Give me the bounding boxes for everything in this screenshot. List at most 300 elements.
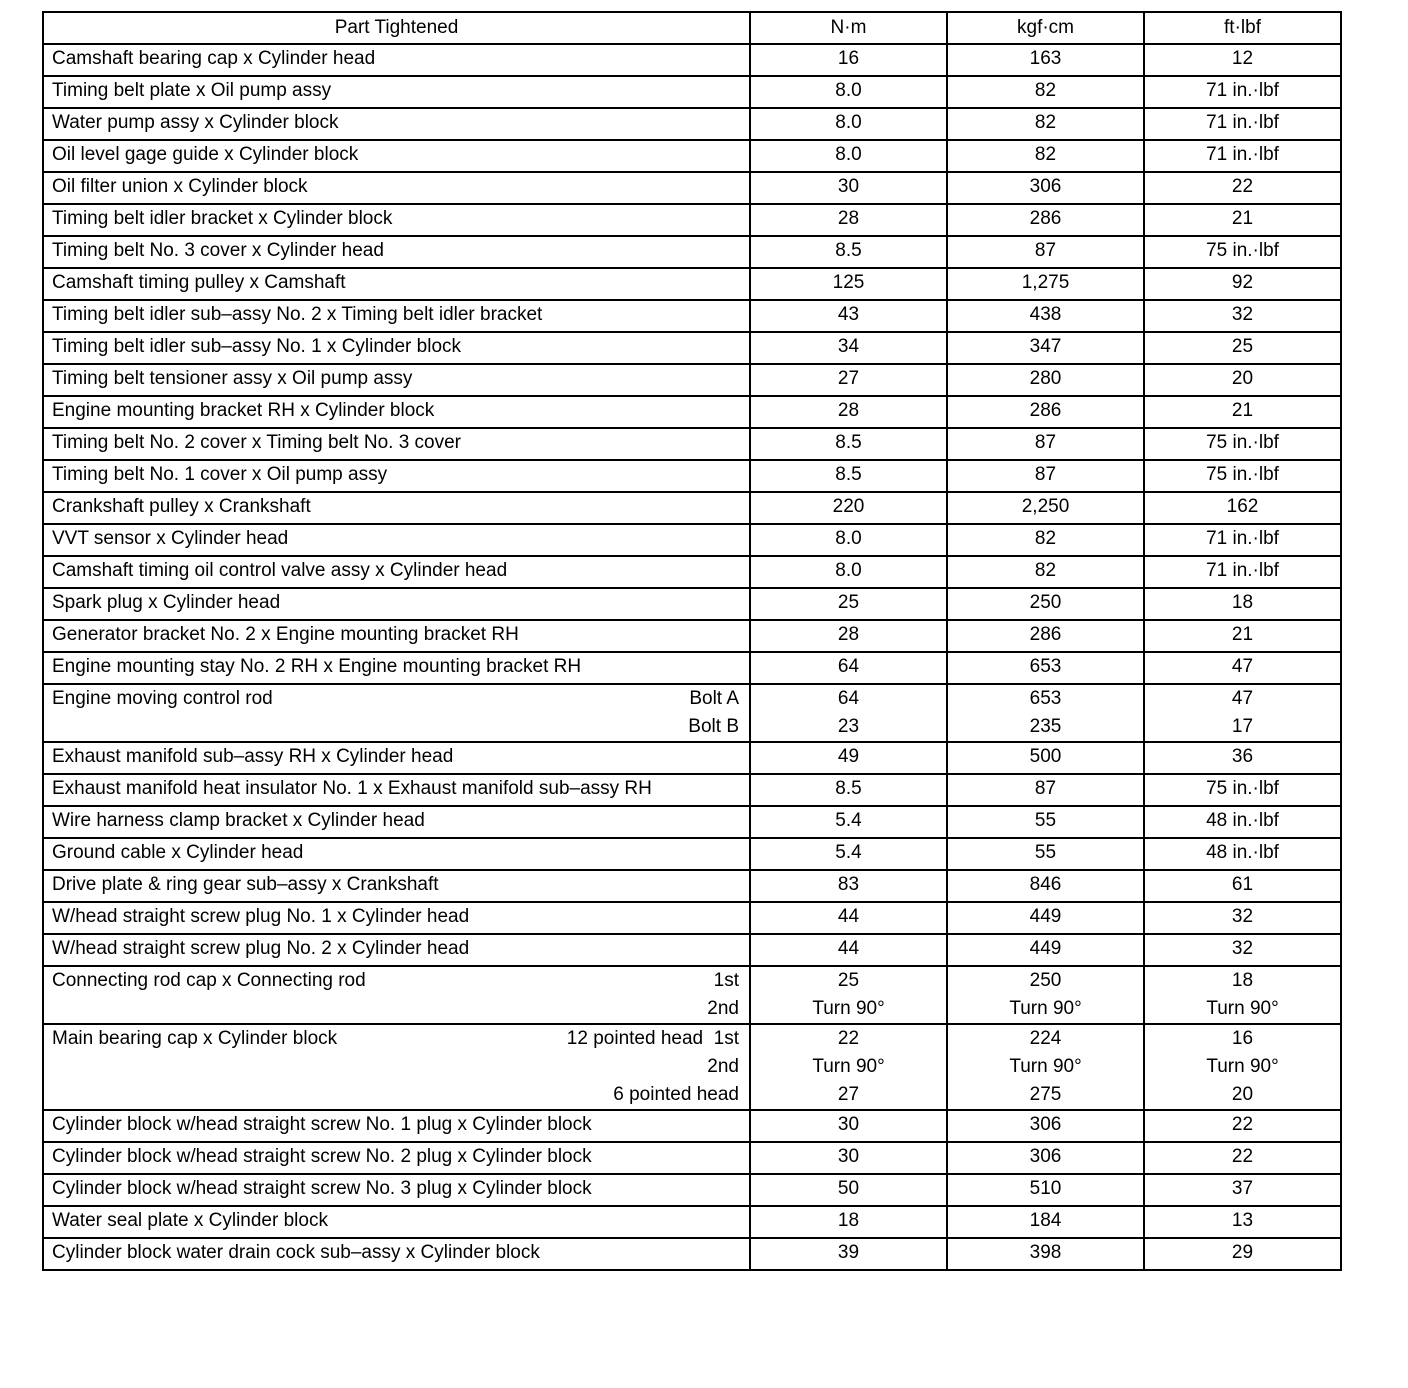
torque-value: 18 — [837, 1210, 860, 1231]
torque-value: 5.4 — [835, 810, 862, 831]
torque-value: 82 — [1034, 560, 1057, 581]
torque-ft-lbf-cell — [1144, 652, 1341, 684]
torque-nm-cell — [750, 684, 947, 742]
torque-value: Turn 90° — [1206, 998, 1279, 1019]
torque-value: 8.0 — [835, 80, 862, 101]
table-row — [43, 492, 1341, 524]
torque-value: 92 — [1231, 272, 1254, 293]
torque-value: 306 — [1029, 176, 1062, 197]
part-cell — [43, 652, 750, 684]
torque-value: 27 — [837, 368, 860, 389]
torque-kgf-cm-cell — [947, 870, 1144, 902]
torque-value: 34 — [837, 336, 860, 357]
torque-value: 235 — [1029, 716, 1062, 737]
part-name: Wire harness clamp bracket x Cylinder head — [52, 810, 425, 831]
torque-value: 17 — [1231, 716, 1254, 737]
torque-value: 71 in.·lbf — [1206, 560, 1279, 581]
torque-nm-cell — [750, 76, 947, 108]
torque-kgf-cm-cell — [947, 44, 1144, 76]
torque-value: 306 — [1029, 1146, 1062, 1167]
torque-value: 27 — [837, 1084, 860, 1105]
table-row — [43, 524, 1341, 556]
torque-value: 82 — [1034, 528, 1057, 549]
torque-value: 87 — [1034, 240, 1057, 261]
part-cell — [43, 556, 750, 588]
torque-kgf-cm-cell — [947, 332, 1144, 364]
table-row — [43, 1174, 1341, 1206]
torque-value: 21 — [1231, 400, 1254, 421]
table-row — [43, 428, 1341, 460]
fastener-qualifier: Bolt A — [689, 688, 739, 709]
torque-nm-cell — [750, 870, 947, 902]
table-row — [43, 934, 1341, 966]
torque-kgf-cm-cell — [947, 460, 1144, 492]
torque-value: Turn 90° — [1009, 1056, 1082, 1077]
torque-nm-cell — [750, 108, 947, 140]
fastener-qualifier: 1st — [713, 970, 739, 991]
torque-value: 30 — [837, 1114, 860, 1135]
torque-ft-lbf-cell — [1144, 524, 1341, 556]
header-kgf-cm: kgf·cm — [947, 12, 1144, 44]
torque-value: 87 — [1034, 432, 1057, 453]
part-cell — [43, 236, 750, 268]
part-name: Camshaft timing pulley x Camshaft — [52, 272, 346, 293]
torque-kgf-cm-cell — [947, 1024, 1144, 1110]
table-row — [43, 1238, 1341, 1270]
torque-nm-cell — [750, 966, 947, 1024]
torque-kgf-cm-cell — [947, 268, 1144, 300]
torque-kgf-cm-cell — [947, 652, 1144, 684]
torque-ft-lbf-cell — [1144, 806, 1341, 838]
fastener-qualifier: 2nd — [707, 1056, 739, 1077]
torque-value: 13 — [1231, 1210, 1254, 1231]
table-header-row — [43, 12, 1341, 44]
torque-kgf-cm-cell — [947, 204, 1144, 236]
part-name: Timing belt No. 1 cover x Oil pump assy — [52, 464, 388, 485]
torque-ft-lbf-cell — [1144, 620, 1341, 652]
fastener-qualifier: 6 pointed head — [613, 1084, 739, 1105]
torque-value: 25 — [837, 592, 860, 613]
table-row — [43, 236, 1341, 268]
torque-value: 8.5 — [835, 464, 862, 485]
torque-nm-cell — [750, 396, 947, 428]
torque-value: 8.0 — [835, 528, 862, 549]
torque-kgf-cm-cell — [947, 902, 1144, 934]
torque-value: 8.5 — [835, 778, 862, 799]
part-cell — [43, 620, 750, 652]
torque-ft-lbf-cell — [1144, 684, 1341, 742]
part-name: Camshaft timing oil control valve assy x Cylinder head — [52, 560, 508, 581]
torque-nm-cell — [750, 556, 947, 588]
table-row — [43, 332, 1341, 364]
torque-nm-cell — [750, 140, 947, 172]
part-name: Ground cable x Cylinder head — [52, 842, 304, 863]
part-name: W/head straight screw plug No. 2 x Cylinder head — [52, 938, 470, 959]
part-cell — [43, 966, 750, 1024]
table-row — [43, 300, 1341, 332]
torque-ft-lbf-cell — [1144, 934, 1341, 966]
torque-value: 1,275 — [1021, 272, 1070, 293]
torque-specification-table — [42, 11, 1342, 1271]
torque-value: 47 — [1231, 688, 1254, 709]
torque-kgf-cm-cell — [947, 76, 1144, 108]
torque-value: 30 — [837, 1146, 860, 1167]
torque-kgf-cm-cell — [947, 934, 1144, 966]
torque-nm-cell — [750, 428, 947, 460]
torque-value: 162 — [1226, 496, 1259, 517]
torque-value: 16 — [1231, 1028, 1254, 1049]
torque-kgf-cm-cell — [947, 108, 1144, 140]
part-cell — [43, 204, 750, 236]
torque-value: 43 — [837, 304, 860, 325]
torque-value: 280 — [1029, 368, 1062, 389]
torque-ft-lbf-cell — [1144, 108, 1341, 140]
torque-nm-cell — [750, 524, 947, 556]
torque-ft-lbf-cell — [1144, 742, 1341, 774]
torque-kgf-cm-cell — [947, 966, 1144, 1024]
torque-value: 48 in.·lbf — [1206, 810, 1279, 831]
table-row — [43, 588, 1341, 620]
torque-value: 75 in.·lbf — [1206, 778, 1279, 799]
torque-nm-cell — [750, 364, 947, 396]
table-row — [43, 902, 1341, 934]
part-name: Oil filter union x Cylinder block — [52, 176, 308, 197]
torque-value: 28 — [837, 400, 860, 421]
part-cell — [43, 1174, 750, 1206]
part-name: W/head straight screw plug No. 1 x Cylinder head — [52, 906, 470, 927]
torque-value: 12 — [1231, 48, 1254, 69]
part-cell — [43, 934, 750, 966]
torque-value: 37 — [1231, 1178, 1254, 1199]
fastener-qualifier: 2nd — [707, 998, 739, 1019]
torque-ft-lbf-cell — [1144, 588, 1341, 620]
torque-ft-lbf-cell — [1144, 838, 1341, 870]
part-cell — [43, 332, 750, 364]
part-name: Exhaust manifold heat insulator No. 1 x Exhaust manifold sub–assy RH — [52, 778, 652, 799]
torque-value: 39 — [837, 1242, 860, 1263]
torque-value: 23 — [837, 716, 860, 737]
torque-ft-lbf-cell — [1144, 268, 1341, 300]
torque-kgf-cm-cell — [947, 588, 1144, 620]
torque-value: 25 — [837, 970, 860, 991]
table-row — [43, 838, 1341, 870]
torque-nm-cell — [750, 1110, 947, 1142]
torque-ft-lbf-cell — [1144, 76, 1341, 108]
part-name: Water seal plate x Cylinder block — [52, 1210, 328, 1231]
torque-value: 44 — [837, 938, 860, 959]
part-name: Cylinder block w/head straight screw No. 1 plug x Cylinder block — [52, 1114, 592, 1135]
torque-value: 49 — [837, 746, 860, 767]
torque-kgf-cm-cell — [947, 1174, 1144, 1206]
torque-value: 8.0 — [835, 112, 862, 133]
torque-value: 48 in.·lbf — [1206, 842, 1279, 863]
torque-ft-lbf-cell — [1144, 1110, 1341, 1142]
torque-value: 846 — [1029, 874, 1062, 895]
part-cell — [43, 588, 750, 620]
torque-value: 449 — [1029, 906, 1062, 927]
torque-value: 71 in.·lbf — [1206, 80, 1279, 101]
torque-nm-cell — [750, 492, 947, 524]
header-nm: N·m — [750, 12, 947, 44]
header-ft-lbf: ft·lbf — [1144, 12, 1341, 44]
torque-value: 30 — [837, 176, 860, 197]
torque-value: Turn 90° — [812, 1056, 885, 1077]
table-row — [43, 204, 1341, 236]
torque-value: Turn 90° — [1009, 998, 1082, 1019]
torque-value: 438 — [1029, 304, 1062, 325]
part-cell — [43, 742, 750, 774]
torque-kgf-cm-cell — [947, 396, 1144, 428]
torque-kgf-cm-cell — [947, 236, 1144, 268]
torque-value: 275 — [1029, 1084, 1062, 1105]
table-row — [43, 44, 1341, 76]
torque-nm-cell — [750, 332, 947, 364]
torque-value: 224 — [1029, 1028, 1062, 1049]
part-name: Timing belt No. 3 cover x Cylinder head — [52, 240, 384, 261]
torque-value: 306 — [1029, 1114, 1062, 1135]
table-row — [43, 806, 1341, 838]
torque-value: 61 — [1231, 874, 1254, 895]
torque-nm-cell — [750, 902, 947, 934]
torque-ft-lbf-cell — [1144, 300, 1341, 332]
part-name: Connecting rod cap x Connecting rod — [52, 970, 366, 991]
torque-ft-lbf-cell — [1144, 460, 1341, 492]
torque-ft-lbf-cell — [1144, 1024, 1341, 1110]
part-name: Timing belt tensioner assy x Oil pump assy — [52, 368, 413, 389]
part-cell — [43, 44, 750, 76]
torque-ft-lbf-cell — [1144, 204, 1341, 236]
torque-kgf-cm-cell — [947, 524, 1144, 556]
torque-ft-lbf-cell — [1144, 1206, 1341, 1238]
part-cell — [43, 524, 750, 556]
part-cell — [43, 492, 750, 524]
torque-value: 184 — [1029, 1210, 1062, 1231]
part-name: Water pump assy x Cylinder block — [52, 112, 339, 133]
torque-ft-lbf-cell — [1144, 44, 1341, 76]
torque-kgf-cm-cell — [947, 556, 1144, 588]
torque-value: 22 — [1231, 1114, 1254, 1135]
torque-value: 8.0 — [835, 560, 862, 581]
torque-nm-cell — [750, 774, 947, 806]
torque-kgf-cm-cell — [947, 364, 1144, 396]
torque-ft-lbf-cell — [1144, 1238, 1341, 1270]
part-name: Engine mounting stay No. 2 RH x Engine mounting bracket RH — [52, 656, 582, 677]
torque-value: 347 — [1029, 336, 1062, 357]
torque-value: 163 — [1029, 48, 1062, 69]
torque-value: 64 — [837, 656, 860, 677]
torque-value: 82 — [1034, 112, 1057, 133]
torque-value: 250 — [1029, 970, 1062, 991]
torque-kgf-cm-cell — [947, 172, 1144, 204]
table-row — [43, 1206, 1341, 1238]
torque-value: 286 — [1029, 624, 1062, 645]
torque-ft-lbf-cell — [1144, 1142, 1341, 1174]
torque-value: 87 — [1034, 464, 1057, 485]
torque-value: 20 — [1231, 368, 1254, 389]
torque-value: 286 — [1029, 400, 1062, 421]
torque-ft-lbf-cell — [1144, 364, 1341, 396]
part-cell — [43, 1142, 750, 1174]
part-cell — [43, 364, 750, 396]
torque-nm-cell — [750, 838, 947, 870]
table-row — [43, 268, 1341, 300]
torque-nm-cell — [750, 1142, 947, 1174]
torque-kgf-cm-cell — [947, 774, 1144, 806]
torque-nm-cell — [750, 620, 947, 652]
torque-nm-cell — [750, 172, 947, 204]
part-cell — [43, 172, 750, 204]
torque-kgf-cm-cell — [947, 1110, 1144, 1142]
fastener-qualifiers — [688, 685, 739, 741]
torque-value: 510 — [1029, 1178, 1062, 1199]
part-cell — [43, 1238, 750, 1270]
torque-value: 82 — [1034, 80, 1057, 101]
part-cell — [43, 902, 750, 934]
torque-value: 75 in.·lbf — [1206, 240, 1279, 261]
part-name: Timing belt No. 2 cover x Timing belt No. 3 cover — [52, 432, 462, 453]
header-part-tightened: Part Tightened — [43, 12, 750, 44]
torque-nm-cell — [750, 44, 947, 76]
part-name: Crankshaft pulley x Crankshaft — [52, 496, 311, 517]
part-cell — [43, 268, 750, 300]
torque-kgf-cm-cell — [947, 1238, 1144, 1270]
torque-kgf-cm-cell — [947, 428, 1144, 460]
table-row — [43, 966, 1341, 1024]
torque-value: 653 — [1029, 656, 1062, 677]
torque-value: 220 — [832, 496, 865, 517]
part-name: Cylinder block w/head straight screw No. 2 plug x Cylinder block — [52, 1146, 592, 1167]
torque-value: 82 — [1034, 144, 1057, 165]
part-name: Engine moving control rod — [52, 688, 273, 709]
torque-value: 29 — [1231, 1242, 1254, 1263]
torque-value: 125 — [832, 272, 865, 293]
torque-value: 71 in.·lbf — [1206, 144, 1279, 165]
torque-value: 75 in.·lbf — [1206, 464, 1279, 485]
torque-value: 32 — [1231, 938, 1254, 959]
fastener-qualifier: 12 pointed head 1st — [566, 1028, 739, 1049]
torque-value: 8.5 — [835, 432, 862, 453]
torque-kgf-cm-cell — [947, 300, 1144, 332]
table-row — [43, 396, 1341, 428]
table-row — [43, 364, 1341, 396]
torque-value: 83 — [837, 874, 860, 895]
torque-ft-lbf-cell — [1144, 492, 1341, 524]
part-name: Generator bracket No. 2 x Engine mounting bracket RH — [52, 624, 519, 645]
part-name: Timing belt idler sub–assy No. 2 x Timing belt idler bracket — [52, 304, 543, 325]
torque-value: 449 — [1029, 938, 1062, 959]
part-name: Spark plug x Cylinder head — [52, 592, 281, 613]
torque-kgf-cm-cell — [947, 684, 1144, 742]
torque-value: 55 — [1034, 842, 1057, 863]
torque-value: 21 — [1231, 208, 1254, 229]
torque-value: 55 — [1034, 810, 1057, 831]
part-cell — [43, 684, 750, 742]
table-row — [43, 1110, 1341, 1142]
torque-ft-lbf-cell — [1144, 428, 1341, 460]
table-row — [43, 140, 1341, 172]
table-row — [43, 460, 1341, 492]
part-name: Exhaust manifold sub–assy RH x Cylinder head — [52, 746, 454, 767]
torque-value: 250 — [1029, 592, 1062, 613]
torque-nm-cell — [750, 268, 947, 300]
torque-value: 500 — [1029, 746, 1062, 767]
part-cell — [43, 870, 750, 902]
torque-nm-cell — [750, 652, 947, 684]
torque-value: 22 — [1231, 176, 1254, 197]
torque-ft-lbf-cell — [1144, 396, 1341, 428]
torque-value: 44 — [837, 906, 860, 927]
table-row — [43, 172, 1341, 204]
part-cell — [43, 1024, 750, 1110]
part-cell — [43, 140, 750, 172]
table-row — [43, 108, 1341, 140]
torque-ft-lbf-cell — [1144, 774, 1341, 806]
part-name: Camshaft bearing cap x Cylinder head — [52, 48, 376, 69]
torque-value: 50 — [837, 1178, 860, 1199]
torque-ft-lbf-cell — [1144, 1174, 1341, 1206]
part-name: Timing belt idler bracket x Cylinder block — [52, 208, 393, 229]
torque-value: 47 — [1231, 656, 1254, 677]
torque-value: 32 — [1231, 304, 1254, 325]
torque-value: 32 — [1231, 906, 1254, 927]
torque-value: 8.0 — [835, 144, 862, 165]
torque-value: 71 in.·lbf — [1206, 528, 1279, 549]
torque-value: 64 — [837, 688, 860, 709]
part-cell — [43, 806, 750, 838]
part-cell — [43, 1110, 750, 1142]
torque-value: 28 — [837, 208, 860, 229]
torque-value: 71 in.·lbf — [1206, 112, 1279, 133]
torque-value: 2,250 — [1021, 496, 1070, 517]
fastener-qualifiers — [707, 967, 739, 1023]
table-row — [43, 1142, 1341, 1174]
table-row — [43, 652, 1341, 684]
torque-value: Turn 90° — [812, 998, 885, 1019]
torque-value: 286 — [1029, 208, 1062, 229]
torque-value: 18 — [1231, 970, 1254, 991]
part-name: Main bearing cap x Cylinder block — [52, 1028, 338, 1049]
torque-value: 18 — [1231, 592, 1254, 613]
part-cell — [43, 76, 750, 108]
part-name: Cylinder block water drain cock sub–assy x Cylinder block — [52, 1242, 540, 1263]
part-cell — [43, 300, 750, 332]
torque-value: 28 — [837, 624, 860, 645]
torque-kgf-cm-cell — [947, 806, 1144, 838]
torque-ft-lbf-cell — [1144, 332, 1341, 364]
table-row — [43, 620, 1341, 652]
torque-value: 21 — [1231, 624, 1254, 645]
torque-ft-lbf-cell — [1144, 902, 1341, 934]
part-name: Drive plate & ring gear sub–assy x Crankshaft — [52, 874, 439, 895]
torque-nm-cell — [750, 1174, 947, 1206]
torque-value: 16 — [837, 48, 860, 69]
part-cell — [43, 428, 750, 460]
torque-kgf-cm-cell — [947, 1206, 1144, 1238]
torque-value: Turn 90° — [1206, 1056, 1279, 1077]
torque-nm-cell — [750, 1206, 947, 1238]
torque-nm-cell — [750, 236, 947, 268]
torque-ft-lbf-cell — [1144, 236, 1341, 268]
torque-kgf-cm-cell — [947, 838, 1144, 870]
part-cell — [43, 838, 750, 870]
torque-nm-cell — [750, 204, 947, 236]
part-cell — [43, 108, 750, 140]
table-row — [43, 870, 1341, 902]
table-body — [43, 44, 1341, 1270]
torque-value: 22 — [1231, 1146, 1254, 1167]
table-row — [43, 1024, 1341, 1110]
part-name: Timing belt plate x Oil pump assy — [52, 80, 332, 101]
